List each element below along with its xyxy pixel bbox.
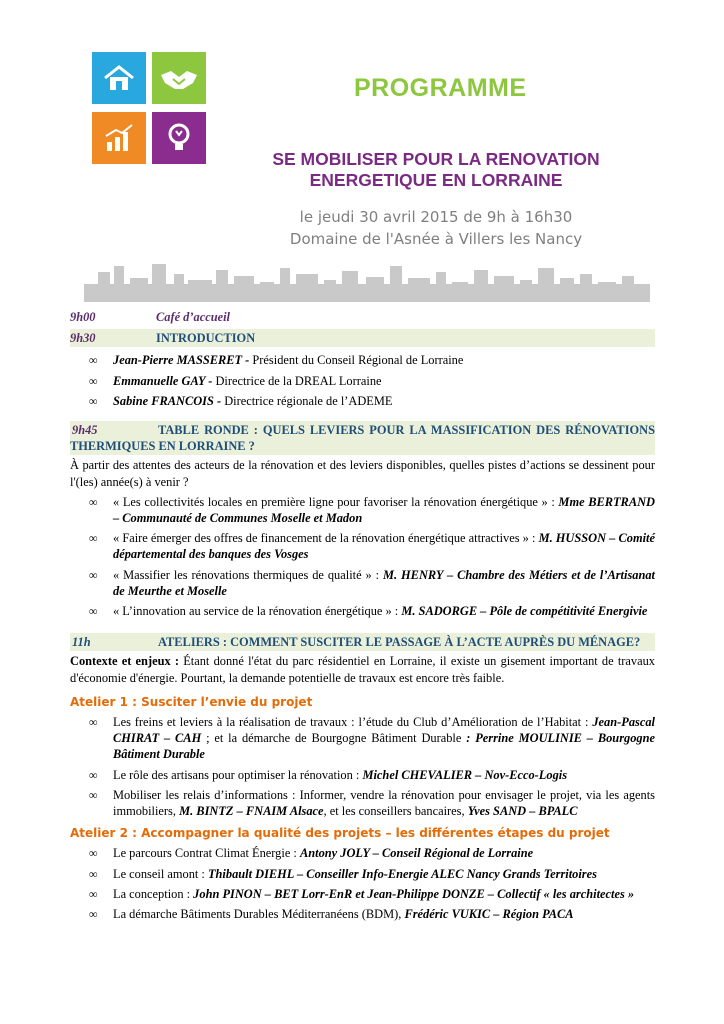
session-title: TABLE RONDE : QUELS LEVIERS POUR LA MASSIFICATION DES RÉNOVATIONS THERMIQUES EN LORRAINE ?	[70, 423, 655, 454]
item-text: , et les conseillers bancaires,	[323, 804, 468, 819]
speaker-role: Directrice régionale de l’ADEME	[221, 393, 393, 408]
speaker-name: John PINON – BET Lorr-EnR et Jean-Philippe DONZE – Collectif « les architectes »	[193, 886, 635, 901]
speaker-name: Frédéric VUKIC – Région PACA	[404, 907, 574, 922]
list-item	[70, 767, 655, 783]
list-item	[70, 530, 655, 562]
speaker-name: Emmanuelle GAY -	[113, 373, 213, 388]
schedule-item-cafe	[70, 309, 655, 325]
bullet-icon: ∞	[89, 604, 98, 619]
speaker-name: Jean-Pierre MASSERET -	[113, 353, 250, 368]
bullet-icon: ∞	[89, 353, 98, 368]
item-text: Les freins et leviers à la réalisation de travaux : l’étude du Club d’Amélioration de l’Habitat :	[113, 715, 593, 730]
time-label: 9h00	[70, 310, 96, 324]
chart-icon	[92, 112, 146, 164]
schedule-item-introduction	[70, 329, 655, 347]
event-details	[226, 206, 646, 250]
list-item	[70, 352, 655, 368]
speaker-name: M. HENRY – Chambre des Métiers et de l’Artisanat de Meurthe et Moselle	[113, 567, 655, 598]
speaker-name: Michel CHEVALIER – Nov-Ecco-Logis	[362, 767, 568, 782]
bullet-icon: ∞	[89, 787, 98, 802]
topic-text: « L’innovation au service de la rénovation énergétique » :	[113, 604, 402, 619]
handshake-icon	[152, 52, 206, 104]
session-intro: À partir des attentes des acteurs de la rénovation et des leviers disponibles, quelles pistes d’actions se dessinent pour l'(les) année(s) à venir ?	[70, 458, 655, 489]
bullet-icon: ∞	[89, 767, 98, 782]
topic-text: « Faire émerger des offres de financement de la rénovation énergétique attractives » :	[113, 531, 539, 546]
session-title: Café d’accueil	[156, 310, 230, 324]
event-title-line1: SE MOBILISER POUR LA RENOVATION	[272, 149, 600, 169]
item-text: ; et la démarche de Bourgogne Bâtiment Durable	[201, 731, 467, 746]
list-item	[70, 886, 655, 902]
programme-body	[70, 309, 655, 926]
event-date: le jeudi 30 avril 2015 de 9h à 16h30	[299, 208, 573, 226]
list-item	[70, 603, 655, 619]
bullet-icon: ∞	[89, 373, 98, 388]
item-text: Le parcours Contrat Climat Énergie :	[113, 846, 300, 861]
speaker-name: : Perrine MOULINIE – Bourgogne Bâtiment Durable	[113, 731, 655, 762]
time-label: 9h45	[72, 423, 98, 438]
skyline-graphic	[84, 262, 650, 302]
context-paragraph	[70, 653, 655, 685]
topic-text: « Les collectivités locales en première ligne pour favoriser la rénovation énergétique » :	[113, 494, 559, 509]
list-item	[70, 567, 655, 599]
event-venue: Domaine de l'Asnée à Villers les Nancy	[289, 230, 583, 248]
list-item	[70, 787, 655, 819]
bullet-icon: ∞	[89, 866, 98, 881]
speaker-name: M. BINTZ – FNAIM Alsace	[179, 804, 324, 819]
lightbulb-icon	[152, 112, 206, 164]
schedule-item-table-ronde	[70, 421, 655, 455]
page-title: PROGRAMME	[354, 74, 527, 102]
session-title: ATELIERS : COMMENT SUSCITER LE PASSAGE À L’ACTE AUPRÈS DU MÉNAGE?	[158, 635, 641, 650]
list-item	[70, 866, 655, 882]
bullet-icon: ∞	[89, 494, 98, 509]
bullet-icon: ∞	[89, 531, 98, 546]
speaker-name: Jean-Pascal CHIRAT – CAH	[113, 715, 655, 746]
bullet-icon: ∞	[89, 886, 98, 901]
atelier-1-title: Atelier 1 : Susciter l’envie du projet	[70, 694, 313, 709]
speaker-name: Mme BERTRAND – Communauté de Communes Moselle et Madon	[113, 494, 655, 526]
list-item	[70, 494, 655, 526]
item-text: Mobiliser les relais d’informations : Informer, vendre la rénovation pour envisager le projet, via les agents immobiliers,	[113, 787, 655, 819]
topic-list	[70, 494, 655, 619]
speaker-role: Directrice de la DREAL Lorraine	[212, 373, 382, 388]
bullet-icon: ∞	[89, 715, 98, 730]
atelier-2-title: Atelier 2 : Accompagner la qualité des projets – les différentes étapes du projet	[70, 826, 610, 841]
event-title	[226, 149, 646, 191]
bullet-icon: ∞	[89, 846, 98, 861]
speaker-role: Président du Conseil Régional de Lorraine	[249, 353, 464, 368]
list-item	[70, 373, 655, 389]
context-text: Étant donné l'état du parc résidentiel en Lorraine, il existe un gisement important de travaux d'économie d'énergie. Pourtant, la demande potentielle de travaux est encore très faible.	[70, 654, 655, 685]
time-label: 11h	[72, 635, 91, 650]
event-title-line2: ENERGETIQUE EN LORRAINE	[309, 170, 563, 190]
speaker-name: Yves SAND – BPALC	[467, 804, 578, 819]
topic-text: « Massifier les rénovations thermiques de qualité » :	[113, 567, 383, 582]
context-label: Contexte et enjeux :	[70, 654, 179, 669]
list-item	[70, 714, 655, 763]
bullet-icon: ∞	[89, 907, 98, 922]
speaker-name: M. SADORGE – Pôle de compétitivité Energivie	[401, 604, 648, 619]
bullet-icon: ∞	[89, 393, 98, 408]
item-text: La conception :	[113, 886, 194, 901]
list-item	[70, 393, 655, 409]
speaker-name: Antony JOLY – Conseil Régional de Lorraine	[299, 846, 534, 861]
bullet-icon: ∞	[89, 567, 98, 582]
list-item	[70, 845, 655, 861]
time-label: 9h30	[70, 331, 96, 346]
house-icon	[92, 52, 146, 104]
item-text: La démarche Bâtiments Durables Méditerranéens (BDM),	[113, 907, 405, 922]
atelier-1-list	[70, 714, 655, 819]
list-item	[70, 906, 655, 922]
speaker-name: Thibault DIEHL – Conseiller Info-Energie ALEC Nancy Grands Territoires	[207, 866, 597, 881]
atelier-2-list	[70, 845, 655, 922]
item-text: Le rôle des artisans pour optimiser la rénovation :	[113, 767, 363, 782]
speaker-name: Sabine FRANCOIS -	[113, 393, 222, 408]
session-title: INTRODUCTION	[156, 331, 256, 346]
speaker-list	[70, 352, 655, 409]
item-text: Le conseil amont :	[113, 866, 208, 881]
event-logo	[92, 52, 206, 164]
speaker-name: M. HUSSON – Comité départemental des banques des Vosges	[113, 531, 655, 562]
schedule-item-ateliers	[70, 633, 655, 651]
